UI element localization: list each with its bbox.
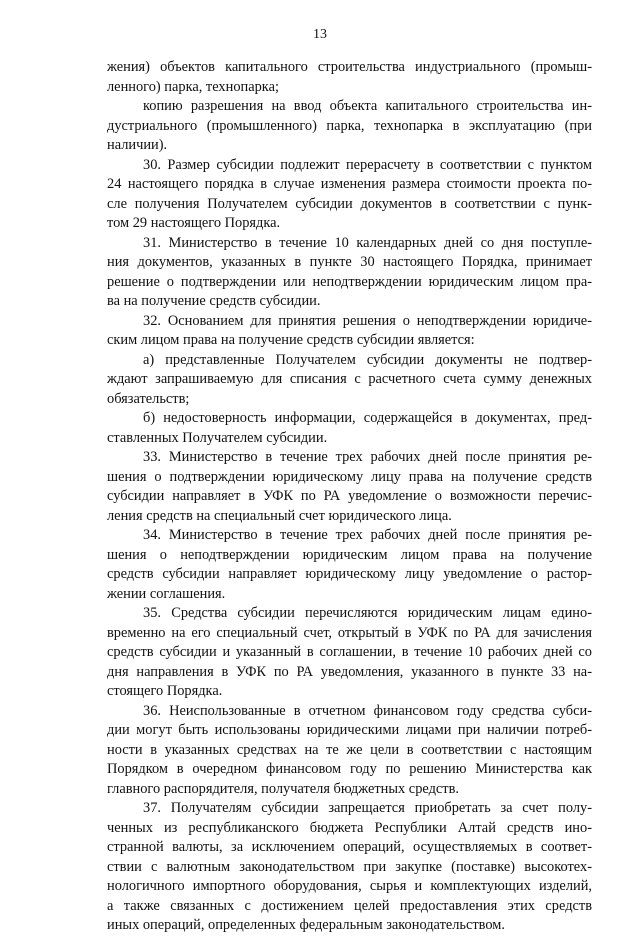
text-line: стоящего Порядка.	[107, 683, 223, 699]
text-line: ленного) парка, технопарка;	[107, 78, 279, 95]
text-line: наличии).	[107, 137, 168, 153]
text-line: дня направления в УФК по РА уведомления, указанного в пункте 33 на-	[107, 663, 592, 680]
text-line: Порядком в очередном финансовом году по решению Министерства как	[107, 761, 592, 777]
text-line: 31. Министерство в течение 10 календарных дней со дня поступле-	[143, 234, 592, 251]
text-line: а также связанных с достижением целей предоставления этих средств	[107, 897, 592, 914]
text-line: ставленных Получателем субсидии.	[107, 429, 328, 446]
text-line: ности в указанных средствах на те же цели в соответствии с настоящим	[107, 741, 592, 758]
text-line: а) представленные Получателем субсидии документы не подтвер-	[143, 351, 592, 368]
text-line: сле получения Получателем субсидии документов в соответствии с пунк-	[107, 195, 592, 212]
text-line: 34. Министерство в течение трех рабочих дней после принятия ре-	[143, 527, 592, 543]
text-line: 37. Получателям субсидии запрещается приобретать за счет полу-	[143, 800, 592, 816]
text-line: субсидии направляет в УФК по РА уведомление о возможности перечис-	[107, 488, 592, 504]
text-line: 32. Основанием для принятия решения о неподтверждении юридиче-	[143, 312, 592, 329]
text-line: ния документов, указанных в пункте 30 настоящего Порядка, принимает	[107, 254, 592, 270]
text-line: шения о подтверждении юридическому лицу права на получение средств	[107, 468, 592, 485]
text-line: шения о неподтверждении юридическим лицом права на получение	[107, 546, 592, 563]
text-line: дии могут быть использованы юридическими лицами при наличии потреб-	[107, 722, 592, 738]
text-line: 24 настоящего порядка в случае изменения размера стоимости проекта по-	[107, 176, 592, 192]
text-line: нологичного импортного оборудования, сырья и комплектующих изделий,	[107, 878, 592, 894]
text-line: 33. Министерство в течение трех рабочих дней после принятия ре-	[143, 449, 592, 465]
text-line: 36. Неиспользованные в отчетном финансовом году средства субси-	[143, 702, 592, 719]
text-line: ченных из республиканского бюджета Республики Алтай средств ино-	[107, 819, 592, 836]
text-line: средств субсидии направляет юридическому лицу уведомление о растор-	[107, 566, 592, 582]
text-line: жении соглашения.	[107, 585, 226, 602]
text-line: ва на получение средств субсидии.	[107, 293, 321, 309]
text-line: временно на его специальный счет, открытый в УФК по РА для зачисления	[107, 624, 592, 641]
text-line: ждают запрашиваемую для списания с расчетного счета сумму денежных	[107, 371, 592, 387]
text-line: решение о подтверждении или неподтверждении юридическим лицом пра-	[107, 273, 592, 290]
text-line: главного распорядителя, получателя бюджетных средств.	[107, 780, 459, 797]
page-number: 13	[313, 27, 327, 42]
text-line: странной валюты, за исключением операций, осуществляемых в соответ-	[107, 839, 592, 855]
document-body	[107, 58, 592, 936]
text-line: ским лицом права на получение средств субсидии является:	[107, 332, 475, 348]
text-line: ления средств на специальный счет юридического лица.	[107, 507, 452, 524]
text-line: ствии с валютным законодательством при закупке (поставке) высокотех-	[107, 858, 592, 875]
text-line: том 29 настоящего Порядка.	[107, 215, 281, 231]
text-line: средств субсидии и указанный в соглашении, в течение 10 рабочих дней со	[107, 644, 592, 660]
text-line: иных операций, определенных федеральным законодательством.	[107, 917, 505, 933]
text-line: дустриального (промышленного) парка, технопарка в эксплуатацию (при	[107, 117, 592, 134]
text-line: 30. Размер субсидии подлежит перерасчету в соответствии с пунктом	[143, 156, 592, 173]
text-line: обязательств;	[107, 390, 190, 407]
text-line: копию разрешения на ввод объекта капитального строительства ин-	[143, 98, 592, 114]
text-line: 35. Средства субсидии перечисляются юридическим лицам едино-	[143, 605, 592, 621]
text-line: жения) объектов капитального строительства индустриального (промыш-	[107, 59, 592, 75]
text-line: б) недостоверность информации, содержащейся в документах, пред-	[143, 410, 592, 426]
